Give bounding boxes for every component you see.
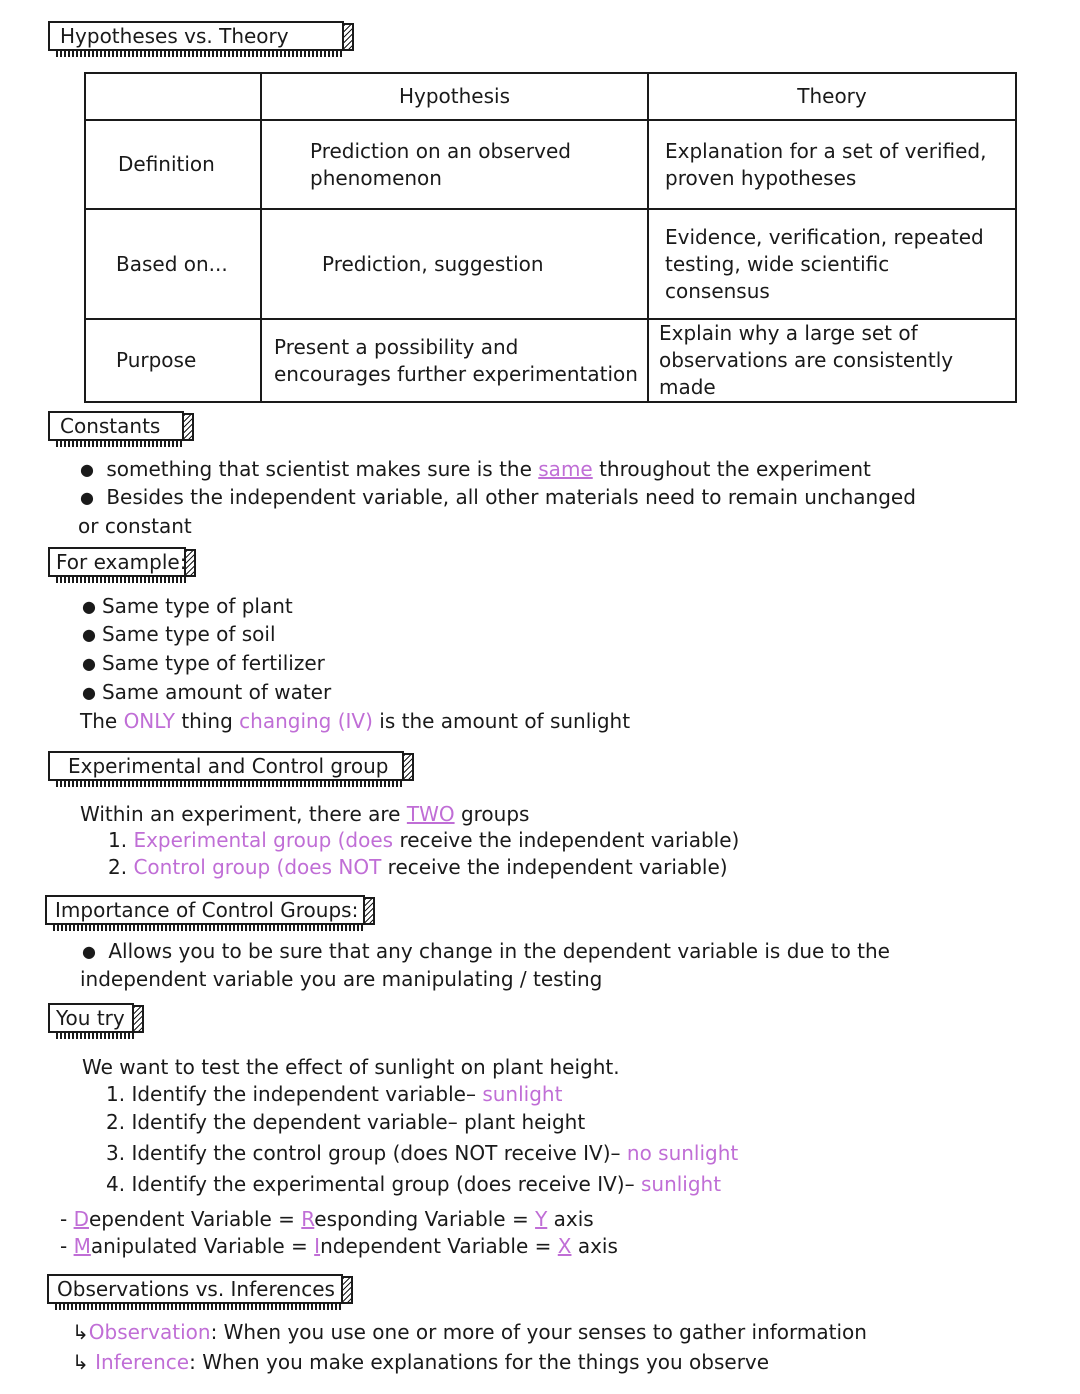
table-header-cell [85,73,261,120]
hypothesis-cell: Prediction on an observed phenomenon [261,120,648,209]
independent-variable-line: - Manipulated Variable = Independent Variable = X axis [60,1234,618,1258]
youtry-intro: We want to test the effect of sunlight on plant height. [82,1055,620,1079]
theory-cell: Explain why a large set of observations are consistently made [648,319,1016,402]
header-ribbon-decoration [56,51,344,57]
header-ribbon-decoration [56,1033,134,1039]
groups-item-1: 1. Experimental group (does receive the independent variable) [108,828,740,852]
section-title-hypotheses-vs-theory [48,21,344,51]
section-title-you-try [48,1003,134,1033]
theory-cell: Evidence, verification, repeated testing, wide scientific consensus [648,209,1016,319]
observation-definition: ↳Observation: When you use one or more of your senses to gather information [72,1320,867,1344]
constants-bullet-2: ● Besides the independent variable, all other materials need to remain unchanged [80,485,916,511]
highlight-two: TWO [406,802,455,826]
list-item: ● Same type of soil [82,622,276,648]
arrow-icon: ↳ [72,1350,89,1374]
section-title-text: Importance of Control Groups: [55,898,359,922]
header-flag-decoration [365,897,375,925]
header-ribbon-decoration [55,1304,343,1310]
header-flag-decoration [186,549,196,577]
dependent-variable-line: - Dependent Variable = Responding Variable = Y axis [60,1207,594,1231]
row-label: Based on... [85,209,261,319]
section-title-experimental-control [48,751,404,781]
example-summary: The ONLY thing changing (IV) is the amount of sunlight [80,709,631,733]
table-row [85,120,1016,209]
section-title-importance [45,895,365,925]
answer-4: sunlight [640,1172,722,1196]
section-title-text: Hypotheses vs. Theory [60,24,289,48]
constants-bullet-2-continued: or constant [78,514,192,538]
header-flag-decoration [134,1005,144,1033]
header-ribbon-decoration [56,577,186,583]
table-header-cell: Hypothesis [261,73,648,120]
importance-bullet-continued: independent variable you are manipulating / testing [80,967,603,991]
header-ribbon-decoration [56,781,404,787]
groups-intro: Within an experiment, there are TWO groups [80,802,530,826]
table-row [85,209,1016,319]
list-item: ● Same type of plant [82,594,293,620]
highlight-changing: changing (IV) [239,709,373,733]
section-title-text: Experimental and Control group [68,754,389,778]
highlight-only: ONLY [123,709,175,733]
header-flag-decoration [344,23,354,51]
list-item: ● Same amount of water [82,680,331,706]
youtry-question-1: 1. Identify the independent variable– sunlight [106,1082,563,1106]
hypothesis-cell: Prediction, suggestion [261,209,648,319]
table-header-cell: Theory [648,73,1016,120]
section-title-constants [48,411,184,441]
list-item: ● Same type of fertilizer [82,651,325,677]
row-label: Definition [85,120,261,209]
header-flag-decoration [343,1276,353,1304]
inference-definition: ↳ Inference: When you make explanations for the things you observe [72,1350,770,1374]
answer-3: no sunlight [626,1141,739,1165]
section-title-observations-inferences [47,1274,343,1304]
section-title-for-example [48,547,186,577]
observation-term: Observation [88,1320,211,1344]
highlight-same: same [538,457,593,481]
hypothesis-theory-table [84,72,1017,403]
constants-bullet-1: ● something that scientist makes sure is the same throughout the experiment [80,457,871,483]
groups-item-2: 2. Control group (does NOT receive the independent variable) [108,855,728,879]
answer-1: sunlight [482,1082,563,1106]
header-flag-decoration [404,753,414,781]
youtry-question-2: 2. Identify the dependent variable– plant height [106,1110,586,1134]
theory-cell: Explanation for a set of verified, proven hypotheses [648,120,1016,209]
arrow-icon: ↳ [72,1320,89,1344]
table-header-row [85,73,1016,120]
section-title-text: You try [56,1006,125,1030]
row-label: Purpose [85,319,261,402]
importance-bullet: ● Allows you to be sure that any change in the dependent variable is due to the [82,939,890,965]
header-flag-decoration [184,413,194,441]
section-title-text: For example: [56,550,187,574]
section-title-text: Observations vs. Inferences [57,1277,335,1301]
youtry-question-3: 3. Identify the control group (does NOT receive IV)– no sunlight [106,1141,739,1165]
highlight-experimental: Experimental group (does [133,828,394,852]
section-title-text: Constants [60,414,161,438]
header-ribbon-decoration [53,925,365,931]
highlight-control: Control group (does NOT [133,855,382,879]
hypothesis-cell: Present a possibility and encourages further experimentation [261,319,648,402]
table-row [85,319,1016,402]
header-ribbon-decoration [56,441,184,447]
inference-term: Inference [95,1350,190,1374]
youtry-question-4: 4. Identify the experimental group (does receive IV)– sunlight [106,1172,722,1196]
